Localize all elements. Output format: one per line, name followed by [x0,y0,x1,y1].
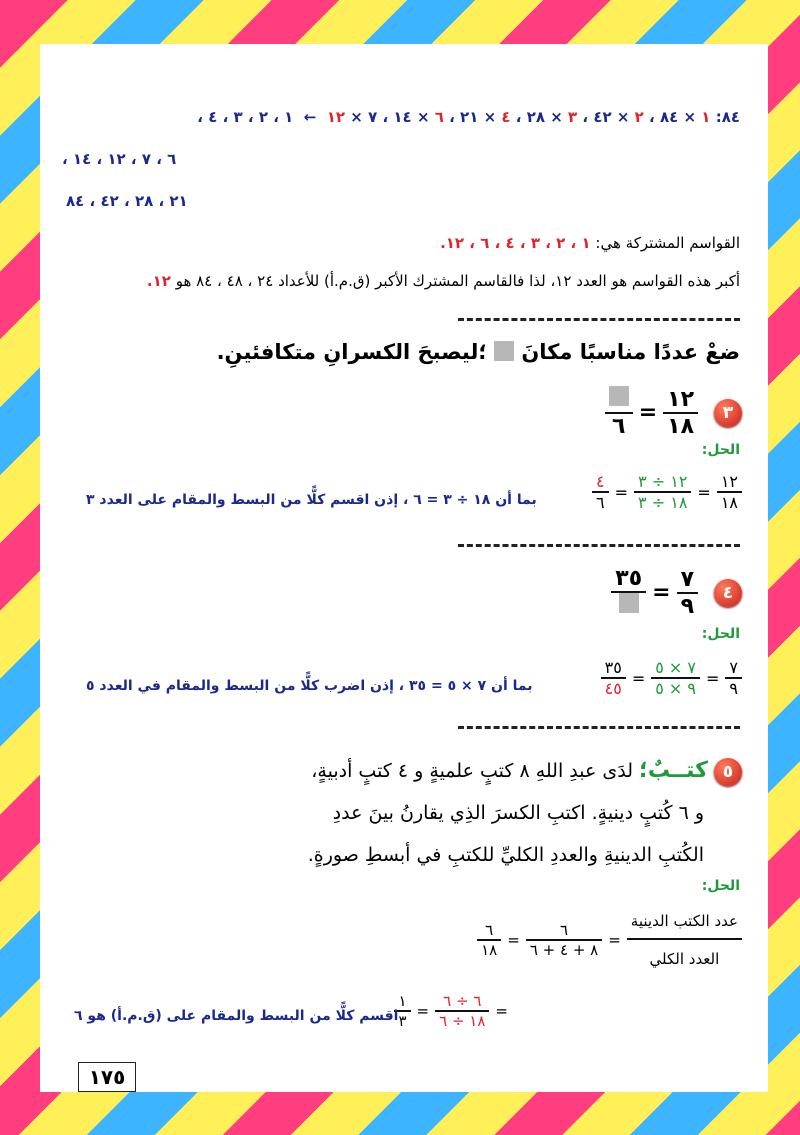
placeholder-square-icon [494,341,514,361]
solution-label: الحل: [701,442,740,458]
q3-rhs-fraction [605,386,633,439]
numerator: ٦ [485,921,494,939]
divider [458,318,740,321]
solution-fraction [477,921,501,959]
solution-fraction [435,992,489,1030]
q5-line-2: و ٦ كُتبٍ دينيةٍ. اكتبِ الكسرَ الذِي يقارنُ بينَ عددِ [332,802,704,824]
gcf-sentence: أكبر هذه القواسم هو العدد ١٢، لذا فالقاسم المشترك الأكبر (ق.م.أ) للأعداد ٢٤ ، ٤٨ ، ٨٤ هو [175,272,740,290]
instruction-tail: ؛ليصبحَ الكسرانِ متكافئينِ. [216,340,487,364]
q5-problem [308,750,742,876]
numerator: ٧ [680,566,694,592]
denominator: ٩ [680,593,694,619]
instruction-text: ضعْ عددًا مناسبًا مكانَ [521,340,740,364]
gcf-sentence-line [147,272,740,290]
factors-prefix: ٨٤: [715,108,740,126]
placeholder-square-icon [615,593,643,619]
factors-tail: ١ ، ٢ ، ٣ ، ٤ ، [197,108,294,126]
solution-fraction [526,921,602,959]
factor-pair: ٢ × ٤٢ [593,108,644,126]
q3-lhs-fraction [663,387,698,439]
gcf-answer: ١٢. [146,272,171,290]
q5-note: اقسم كلًّا من البسط والمقام على (ق.م.أ) هو ٦ [74,1008,399,1024]
q5-line-3: الكُتبِ الدينيةِ والعددِ الكليِّ للكتبِ في أبسطِ صورةٍ. [307,844,704,866]
instruction-line [217,340,740,364]
placeholder-square-icon [605,386,633,412]
denominator: ١٨ [720,493,738,512]
factors-line-2: ٦ ، ٧ ، ١٢ ، ١٤ ، [62,150,177,168]
factor-pair: ١ × ٨٤ [659,108,711,126]
solution-label: الحل: [701,878,740,894]
q4-rhs-fraction [611,566,646,619]
denominator: ٩ × ٥ [655,679,696,698]
denominator: ٩ [729,679,738,698]
factors-line-1: ٨٤: ١ × ٨٤ ، ٢ × ٤٢ ، ٣ × ٢٨ ، ٤ × ٢١ ، ٦ × ١٤ ، ٧ × ١٢ ← ١ ، ٢ ، ٣ ، ٤ ، [197,108,740,126]
factor-pair: ٦ × ١٤ [393,108,444,126]
numerator: ٧ × ٥ [655,658,696,677]
denominator: ٤٥ [604,679,622,698]
numerator: ٣٥ [604,658,622,677]
equals-sign: = [652,580,671,605]
q5-title: كتــبٌ؛ [639,758,708,783]
denominator: ١٨ ÷ ٦ [439,1012,486,1030]
q5-line-1 [308,750,742,792]
denominator: ١٨ [481,941,498,959]
q4-problem [611,566,742,619]
solution-fraction [725,658,742,698]
numerator: ١٢ ÷ ٣ [638,472,688,491]
solution-fraction [627,912,742,968]
question-badge-5: ٥ [714,758,742,786]
denominator: ٨ + ٤ + ٦ [529,941,599,959]
q3-note: بما أن ١٨ ÷ ٣ = ٦ ، إذن اقسم كلًّا من البسط والمقام على العدد ٣ [86,492,537,508]
solution-fraction [592,472,609,512]
solution-fraction [634,472,691,512]
q3-solution: $\frac{١٢}{١٨}$ = $\frac{١٢ \div ٣}{١٨ \div ٣}$ = $\frac{٤}{٦}$ [592,472,742,512]
q3-problem [605,386,742,439]
denominator: ١٨ [667,413,694,439]
numerator: ١٢ [720,472,738,491]
denominator: ٦ [596,493,605,512]
divider [458,726,740,729]
numerator: ٦ ÷ ٦ [443,992,482,1010]
q5-text: لدَى عبدِ اللهِ ٨ كتبٍ علميةٍ و ٤ كتبٍ أدبيةٍ، [311,760,633,782]
equals-sign: = [638,400,658,425]
numerator: ٣٥ [615,566,643,591]
factor-pair: ٣ × ٢٨ [526,108,578,126]
question-badge-4: ٤ [714,579,742,607]
numerator: ٦ [559,921,569,939]
q4-lhs-fraction [677,567,698,619]
arrow-icon: ← [303,108,317,126]
numerator: عدد الكتب الدينية [630,912,738,930]
solution-fraction [717,472,742,512]
numerator: ١ [398,992,407,1010]
common-factors-label: القواسم المشتركة هي: [595,234,740,252]
common-factors-line [440,234,740,252]
q4-solution: $\frac{٧}{٩}$ = $\frac{٧ \times ٥}{٩ \times ٥}$ = $\frac{٣٥}{٤٥}$ [601,658,742,698]
denominator: ٦ [611,414,626,439]
solution-label: الحل: [701,626,740,642]
numerator: ٤ [596,472,605,491]
denominator: ٣ [398,1012,407,1030]
denominator: ١٨ ÷ ٣ [638,493,688,512]
numerator: ١٢ [667,386,694,412]
question-badge-3: ٣ [714,399,742,427]
factor-pair: ٧ × ١٢ [326,108,378,126]
solution-fraction [601,658,626,698]
solution-fraction [651,658,700,698]
denominator: العدد الكلي [649,950,720,968]
page-number: ١٧٥ [78,1062,136,1092]
q5-solution-line-2: = $\frac{٦ \div ٦}{١٨ \div ٦}$ = $\frac{١}{٣}$ [394,992,508,1030]
q5-solution-line-1: $\frac{\text{عدد الكتب الدينية}}{\text{العدد الكلي}}$ = $\frac{٦}{٨ + ٤ + ٦}$ = $\frac{٦}{١٨}$ [477,912,742,968]
numerator: ٧ [729,658,738,677]
factor-pair: ٤ × ٢١ [460,108,511,126]
factors-line-3: ٢١ ، ٢٨ ، ٤٢ ، ٨٤ [66,192,188,210]
common-factors-values: ١ ، ٢ ، ٣ ، ٤ ، ٦ ، ١٢. [440,234,591,252]
divider [458,544,740,547]
q4-note: بما أن ٧ × ٥ = ٣٥ ، إذن اضرب كلًّا من البسط والمقام في العدد ٥ [86,678,533,694]
